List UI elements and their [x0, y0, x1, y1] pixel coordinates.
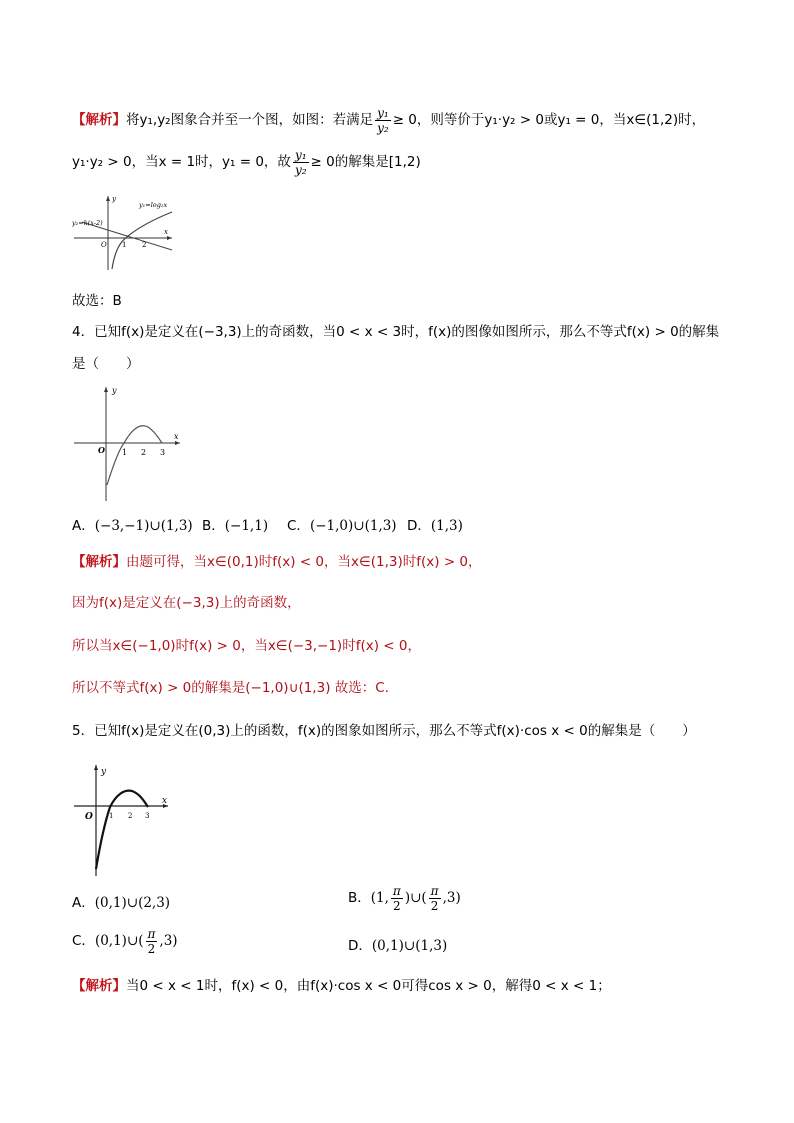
fraction-y1-y2-b: $\frac{\text{y₁}}{\text{y₂}}$ [294, 148, 307, 177]
graph2-tick-3: 3 [160, 448, 166, 457]
graph-q5 [72, 763, 172, 882]
fraction-y1-y2: $\frac{\text{y₁}}{\text{y₂}}$ [377, 106, 389, 135]
graph2-x-label: x [174, 432, 179, 441]
q5-solution-tag: 【解析】 [72, 978, 126, 994]
graph1-tick-1: 1 [122, 241, 127, 249]
solution-1-text-a: 将y₁,y₂图象合并至一个图，如图：若满足 [126, 112, 374, 128]
graph1-curve1-label: y₁=log₂x [139, 201, 168, 209]
graph2-y-label: y [112, 386, 117, 395]
q5-stem: 5．已知f(x)是定义在(0,3)上的函数，f(x)的图象如图所示，那么不等式f(x)·cos x < 0的解集是（ ） [72, 723, 696, 739]
graph3-origin: O [85, 812, 93, 822]
graph1-origin: O [101, 241, 107, 249]
q4-solution-line-1: 【解析】由题可得，当x∈(0,1)时f(x) < 0，当x∈(1,3)时f(x) > 0， [72, 554, 482, 570]
q4-solution-line-2: 因为f(x)是定义在(−3,3)上的奇函数， [72, 595, 301, 611]
graph1-x-label: x [164, 228, 168, 236]
graph3-tick-3: 3 [145, 812, 150, 820]
q5-option-b[interactable]: B．(1, $\frac{\pi}{2}$ )∪( $\frac{\pi}{2}$ ,3) [348, 884, 461, 913]
solution-1-line-1 [72, 106, 705, 135]
q5-option-c[interactable]: C．(0,1)∪( $\frac{\pi}{2}$ ,3) [72, 927, 178, 956]
graph1-curve2-label: y₂=k(x-2) [72, 219, 103, 227]
graph3-y-label: y [101, 767, 107, 777]
q5-solution-line-1: 【解析】当0 < x < 1时，f(x) < 0，由f(x)·cos x < 0可得cos x > 0，解得0 < x < 1； [72, 978, 611, 994]
graph-log-and-line [72, 192, 177, 276]
q4-solution-line-4: 所以不等式f(x) > 0的解集是(−1,0)∪(1,3) 故选：C. [72, 680, 389, 696]
solution-1-text-c: y₁·y₂ > 0，当x = 1时，y₁ = 0，故 [72, 154, 291, 170]
solution-1-answer: 故选：B [72, 293, 122, 309]
q4-solution-tag: 【解析】 [72, 554, 126, 570]
q4-option-d[interactable]: D．(1,3) [407, 518, 463, 534]
graph-q4 [72, 383, 184, 507]
solution-1-text-d: ≥ 0的解集是[1,2) [310, 154, 421, 170]
q5-option-a[interactable]: A．(0,1)∪(2,3) [72, 895, 171, 911]
q4-option-b[interactable]: B．(−1,1) [202, 518, 269, 534]
q4-option-c[interactable]: C．(−1,0)∪(1,3) [287, 518, 397, 534]
graph1-tick-2: 2 [142, 241, 147, 249]
graph2-tick-1: 1 [122, 448, 128, 457]
q4-stem-line-1: 4．已知f(x)是定义在(−3,3)上的奇函数，当0 < x < 3时，f(x)的图像如图所示，那么不等式f(x) > 0的解集 [72, 324, 720, 340]
solution-tag: 【解析】 [72, 112, 126, 128]
graph3-tick-2: 2 [128, 812, 133, 820]
graph1-y-label: y [112, 195, 116, 203]
graph2-origin: O [98, 445, 105, 455]
q4-solution-line-3: 所以当x∈(−1,0)时f(x) > 0，当x∈(−3,−1)时f(x) < 0， [72, 638, 421, 654]
q4-option-a[interactable]: A．(−3,−1)∪(1,3) [72, 518, 193, 534]
graph3-tick-1: 1 [109, 812, 114, 820]
graph3-x-label: x [162, 796, 168, 806]
solution-1-text-b: ≥ 0，则等价于y₁·y₂ > 0或y₁ = 0，当x∈(1,2)时， [392, 112, 706, 128]
q5-option-d[interactable]: D．(0,1)∪(1,3) [348, 938, 448, 954]
solution-1-line-2 [72, 148, 421, 177]
q4-stem-line-2: 是（ ） [72, 356, 140, 372]
graph2-tick-2: 2 [141, 448, 147, 457]
